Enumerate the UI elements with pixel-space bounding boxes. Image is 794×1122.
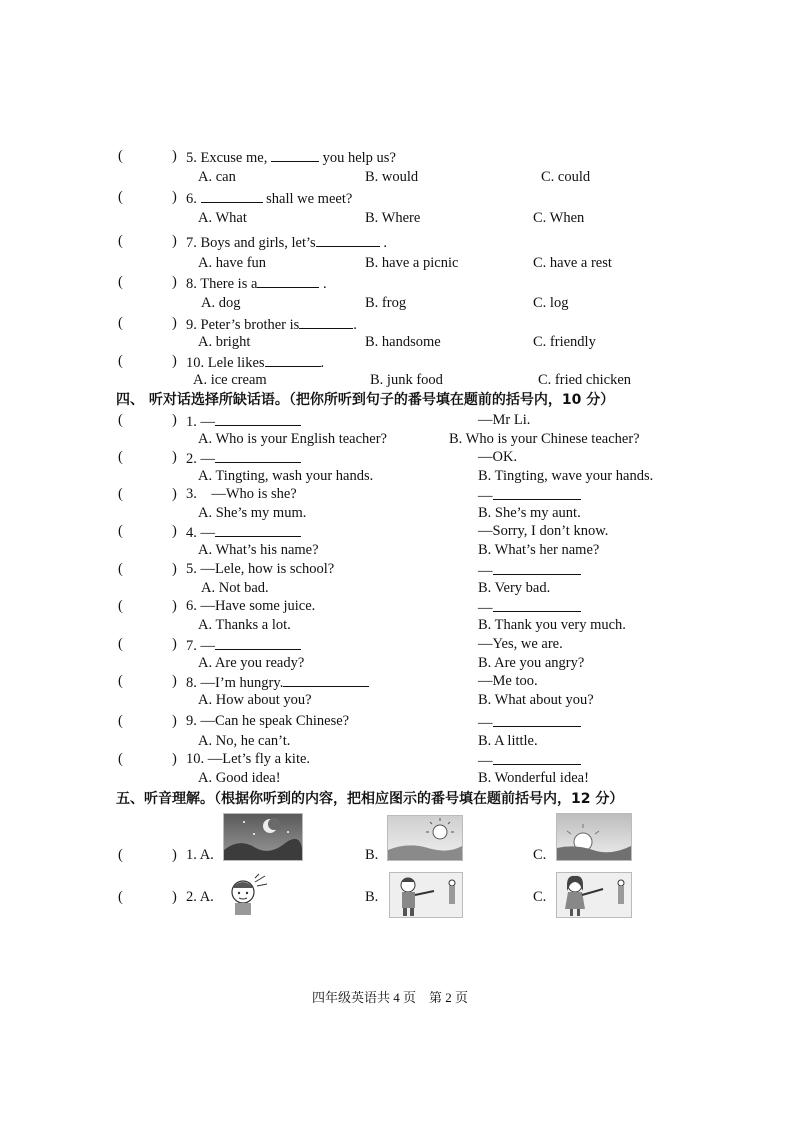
answer-blank xyxy=(265,352,321,367)
answer-paren-open: ( xyxy=(118,148,123,164)
answer-paren-close: ) xyxy=(172,315,177,331)
answer-blank xyxy=(283,672,369,687)
answer-blank xyxy=(493,560,581,575)
dialogue-question: —Who is she? xyxy=(211,486,297,502)
question-number: 8. xyxy=(186,276,197,292)
question-text: . xyxy=(320,355,325,371)
dialogue-question: —I’m hungry. xyxy=(200,675,284,691)
option-a: A. What’s his name? xyxy=(198,542,319,558)
option-c: C. When xyxy=(533,210,585,226)
dialogue-line xyxy=(186,448,301,468)
question-number: 2. xyxy=(186,451,197,467)
dialogue-question: — xyxy=(200,525,215,541)
answer-paren: ( xyxy=(118,847,123,863)
question-text: . xyxy=(353,317,357,333)
option-a: A. Not bad. xyxy=(201,580,269,596)
answer-paren-close: ) xyxy=(172,274,177,290)
response-dash: — xyxy=(478,488,493,504)
option-b: B. frog xyxy=(365,295,407,311)
answer-paren: ) xyxy=(172,412,177,428)
option-c: C. log xyxy=(533,295,569,311)
dialogue-question: — xyxy=(200,638,215,654)
option-c: C. could xyxy=(541,169,591,185)
answer-blank xyxy=(493,597,581,612)
answer-paren-close: ) xyxy=(172,233,177,249)
dialogue-response xyxy=(478,560,581,580)
option-a: A. ice cream xyxy=(193,372,267,388)
answer-blank xyxy=(215,448,301,463)
response-dash: — xyxy=(478,715,493,731)
dialogue-question: —Have some juice. xyxy=(200,598,316,614)
question-text: . xyxy=(383,235,387,251)
option-b: B. junk food xyxy=(370,372,443,388)
girl-thinking-picture xyxy=(225,872,269,916)
response-dash: — xyxy=(478,563,493,579)
option-a: A. bright xyxy=(198,334,251,350)
question-text: you help us? xyxy=(322,150,396,166)
question-text: . xyxy=(323,276,327,292)
answer-paren: ) xyxy=(172,636,177,652)
option-b: B. Very bad. xyxy=(478,580,551,596)
question-number: 8. xyxy=(186,675,197,691)
section-heading-five: 五、听音理解。（根据你听到的内容，把相应图示的番号填在题前括号内，12 分） xyxy=(116,791,624,807)
answer-paren: ) xyxy=(172,889,177,905)
answer-paren: ) xyxy=(172,751,177,767)
answer-paren: ( xyxy=(118,523,123,539)
question-number: 9. xyxy=(186,713,197,729)
dialogue-response: —Yes, we are. xyxy=(478,636,563,652)
option-b: B. Wonderful idea! xyxy=(478,770,589,786)
response-dash: — xyxy=(478,753,493,769)
dialogue-response: —Sorry, I don’t know. xyxy=(478,523,609,539)
option-a: A. dog xyxy=(201,295,241,311)
question-number: 1. xyxy=(186,414,197,430)
option-a: A. Tingting, wash your hands. xyxy=(198,468,374,484)
answer-paren-open: ( xyxy=(118,233,123,249)
option-b-label: B. xyxy=(365,889,379,905)
option-b: B. would xyxy=(365,169,419,185)
boy-pointing-picture xyxy=(389,872,463,918)
dialogue-line xyxy=(186,597,315,615)
question-number: 7. xyxy=(186,235,197,251)
answer-blank xyxy=(201,188,263,203)
answer-paren: ) xyxy=(172,713,177,729)
section-heading-four: 四、 听对话选择所缺话语。（把你所听到句子的番号填在题前的括号内，10 分） xyxy=(116,392,615,408)
answer-paren-open: ( xyxy=(118,353,123,369)
answer-blank xyxy=(299,314,353,329)
dialogue-line xyxy=(186,560,334,578)
question-number: 5. xyxy=(186,150,197,166)
question-number: 9. xyxy=(186,317,197,333)
question-number: 6. xyxy=(186,191,197,207)
option-b: B. Tingting, wave your hands. xyxy=(478,468,654,484)
question-text: Boys and girls, let’s xyxy=(200,235,316,251)
option-b: B. handsome xyxy=(365,334,441,350)
answer-paren: ( xyxy=(118,673,123,689)
answer-paren: ) xyxy=(172,486,177,502)
item-number: 1. A. xyxy=(186,847,214,863)
answer-blank xyxy=(271,147,319,162)
question-stem xyxy=(186,147,396,167)
answer-paren: ( xyxy=(118,751,123,767)
question-text: Excuse me, xyxy=(200,150,268,166)
answer-paren-close: ) xyxy=(172,353,177,369)
answer-blank xyxy=(493,712,581,727)
option-c: C. friendly xyxy=(533,334,596,350)
answer-blank xyxy=(215,522,301,537)
option-b: B. Are you angry? xyxy=(478,655,585,671)
answer-paren: ( xyxy=(118,889,123,905)
option-a: A. Good idea! xyxy=(198,770,281,786)
question-number: 10. xyxy=(186,355,205,371)
option-b: B. She’s my aunt. xyxy=(478,505,581,521)
answer-paren: ( xyxy=(118,598,123,614)
question-text: shall we meet? xyxy=(266,191,353,207)
dialogue-line xyxy=(186,635,301,655)
answer-paren: ( xyxy=(118,449,123,465)
dialogue-response: —OK. xyxy=(478,449,518,465)
dialogue-line xyxy=(186,672,369,692)
question-stem xyxy=(186,273,327,293)
answer-paren: ( xyxy=(118,713,123,729)
dialogue-line xyxy=(186,411,301,431)
dialogue-response xyxy=(478,597,581,617)
answer-paren-close: ) xyxy=(172,189,177,205)
answer-blank xyxy=(215,635,301,650)
girl-pointing-picture xyxy=(556,872,632,918)
answer-paren: ) xyxy=(172,673,177,689)
answer-paren-open: ( xyxy=(118,189,123,205)
dialogue-question: —Let’s fly a kite. xyxy=(207,751,311,767)
dialogue-response: —Me too. xyxy=(478,673,538,689)
answer-blank xyxy=(493,750,581,765)
dialogue-line xyxy=(186,485,297,503)
question-text: Lele likes xyxy=(207,355,265,371)
option-a: A. How about you? xyxy=(198,692,312,708)
dialogue-question: — xyxy=(200,451,215,467)
option-a: A. No, he can’t. xyxy=(198,733,291,749)
question-stem xyxy=(186,314,357,334)
answer-paren-close: ) xyxy=(172,148,177,164)
sunset-picture xyxy=(556,813,632,861)
answer-blank xyxy=(257,273,319,288)
option-c-label: C. xyxy=(533,889,547,905)
answer-paren: ( xyxy=(118,636,123,652)
option-a: A. Are you ready? xyxy=(198,655,305,671)
question-text: Peter’s brother is xyxy=(200,317,300,333)
answer-paren: ) xyxy=(172,598,177,614)
option-a: A. What xyxy=(198,210,247,226)
option-b: B. What about you? xyxy=(478,692,594,708)
option-b: B. Where xyxy=(365,210,421,226)
answer-blank xyxy=(493,485,581,500)
answer-paren: ) xyxy=(172,847,177,863)
answer-blank xyxy=(215,411,301,426)
dialogue-line xyxy=(186,712,349,730)
item-number: 2. A. xyxy=(186,889,214,905)
answer-paren: ( xyxy=(118,412,123,428)
question-stem xyxy=(186,188,352,208)
answer-paren-open: ( xyxy=(118,274,123,290)
answer-paren: ) xyxy=(172,523,177,539)
morning-sun-picture xyxy=(387,815,463,861)
page-footer: 四年级英语共 4 页 第 2 页 xyxy=(312,990,469,1005)
dialogue-response xyxy=(478,750,581,770)
dialogue-question: —Lele, how is school? xyxy=(200,561,335,577)
question-number: 10. xyxy=(186,751,205,767)
option-c: C. have a rest xyxy=(533,255,612,271)
dialogue-response: —Mr Li. xyxy=(478,412,531,428)
answer-paren-open: ( xyxy=(118,315,123,331)
option-b: B. Thank you very much. xyxy=(478,617,626,633)
question-stem xyxy=(186,232,387,252)
answer-paren: ) xyxy=(172,561,177,577)
dialogue-question: —Can he speak Chinese? xyxy=(200,713,350,729)
night-moon-picture xyxy=(223,813,303,861)
question-text: There is a xyxy=(200,276,258,292)
option-c: C. fried chicken xyxy=(538,372,632,388)
option-c-label: C. xyxy=(533,847,547,863)
question-number: 5. xyxy=(186,561,197,577)
dialogue-question: — xyxy=(200,414,215,430)
dialogue-line xyxy=(186,750,310,768)
dialogue-response xyxy=(478,485,581,505)
option-b: B. What’s her name? xyxy=(478,542,600,558)
answer-paren: ( xyxy=(118,561,123,577)
question-number: 4. xyxy=(186,525,197,541)
answer-paren: ) xyxy=(172,449,177,465)
question-number: 3. xyxy=(186,486,197,502)
option-a: A. can xyxy=(198,169,236,185)
question-number: 7. xyxy=(186,638,197,654)
option-b-label: B. xyxy=(365,847,379,863)
option-a: A. Who is your English teacher? xyxy=(198,431,387,447)
option-b: B. have a picnic xyxy=(365,255,459,271)
option-a: A. Thanks a lot. xyxy=(198,617,291,633)
dialogue-response xyxy=(478,712,581,732)
answer-blank xyxy=(316,232,380,247)
option-b: B. A little. xyxy=(478,733,538,749)
response-dash: — xyxy=(478,600,493,616)
question-number: 6. xyxy=(186,598,197,614)
option-a: A. She’s my mum. xyxy=(198,505,307,521)
question-stem xyxy=(186,352,324,372)
option-a: A. have fun xyxy=(198,255,267,271)
option-b: B. Who is your Chinese teacher? xyxy=(449,431,640,447)
dialogue-line xyxy=(186,522,301,542)
answer-paren: ( xyxy=(118,486,123,502)
